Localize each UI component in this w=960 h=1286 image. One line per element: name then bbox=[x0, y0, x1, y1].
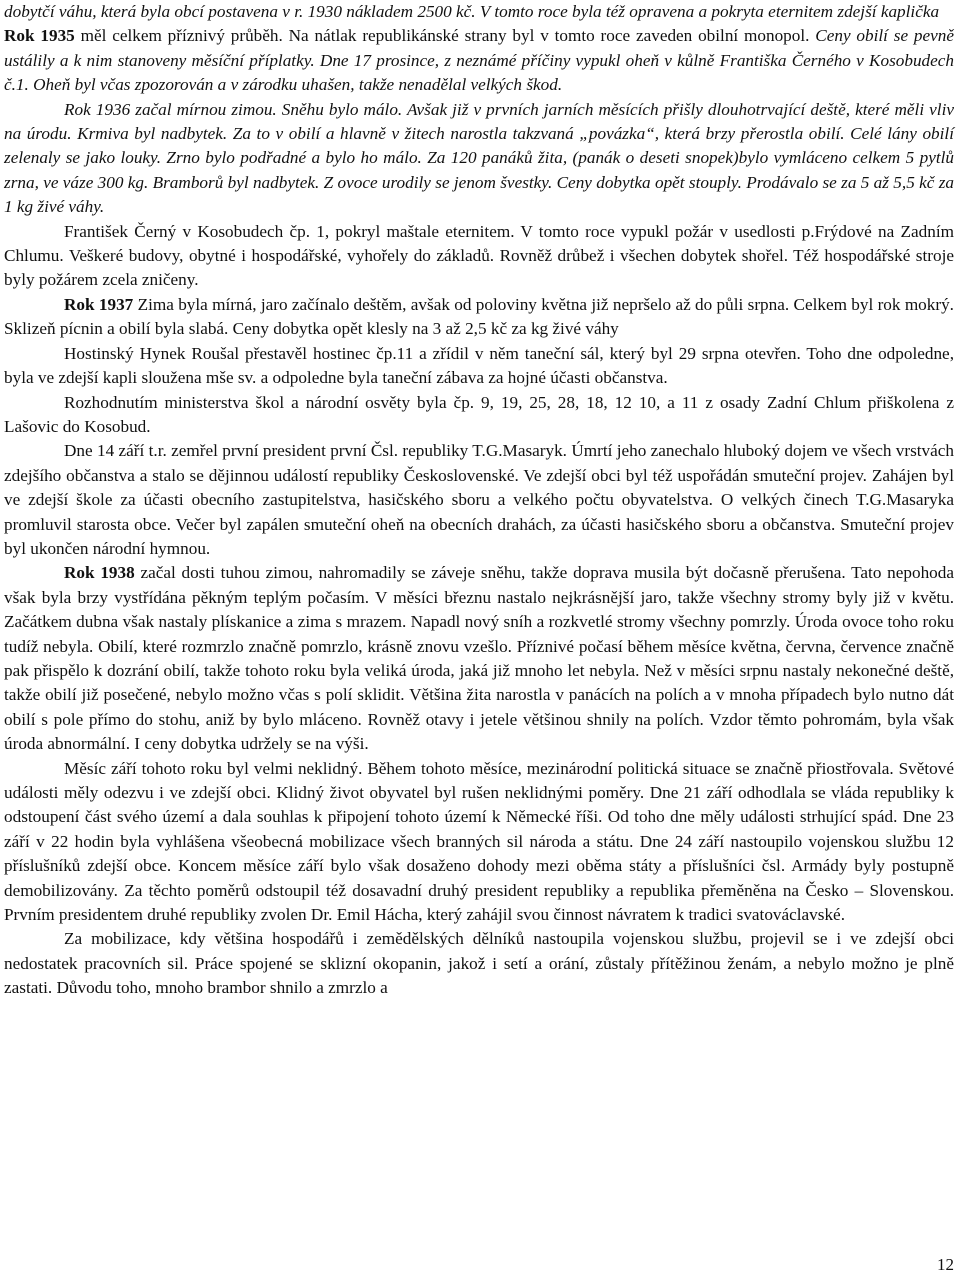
paragraph-9-run-2: začal dosti tuhou zimou, nahromadily se záveje sněhu, takže doprava musila být dočasně přerušena. Tato nepohoda však byla brzy vystřídána pěkným teplým počasím. V měsíci březnu nastalo nejkrásnější jaro, takže všechny stromy byly již v květu. Začátkem dubna však nastaly plískanice a zima s mrazem. Napadl nový sníh a rozkvetlé stromy všechny pomrzly. Úroda ovoce toho roku tudíž nebyla. Obilí, které rozmrzlo značně pomrzlo, krásně znovu vzešlo. Příznivé počasí během měsíce května, června, července značně pak přispělo k dozrání obilí, takže tohoto roku byla veliká úroda, jaká již mnoho let nebyla. Než v měsíci srpnu nastaly nekonečné deště, takže obilí již posečené, nebylo možno včas s polí sklidit. Většina žita narostla v panácích na polích a v mnoha případech bylo nutno dát obilí s pole přímo do stohu, aniž by bylo mláceno. Rovněž otavy i jetele většinou shnily na polích. Vzdor těmto pohromám, byla však úroda abnormální. I ceny dobytka udržely se na výši. bbox=[4, 563, 954, 754]
paragraph-4 bbox=[4, 220, 954, 293]
paragraph-3 bbox=[4, 98, 954, 220]
document-page bbox=[4, 0, 954, 1001]
paragraph-10 bbox=[4, 757, 954, 928]
paragraph-8 bbox=[4, 439, 954, 561]
paragraph-7-run-1: Rozhodnutím ministerstva škol a národní osvěty byla čp. 9, 19, 25, 28, 18, 12 10, a 11 z osady Zadní Chlum přiškolena z Lašovic do Kosobud. bbox=[4, 392, 954, 436]
paragraph-2-run-2: měl celkem příznivý průběh. Na nátlak republikánské strany byl v tomto roce zaveden obilní monopol. bbox=[80, 26, 816, 46]
paragraph-5-run-1: Rok 1937 bbox=[64, 294, 138, 314]
paragraph-8-run-1: Dne 14 září t.r. zemřel první president první Čsl. republiky T.G.Masaryk. Úmrtí jeho zanechalo hluboký dojem ve všech vrstvách zdejšího občanstva a stalo se dějinnou událostí republiky Československé. Ve zdejší obci byl též uspořádán smuteční projev. Zahájen byl ve zdejší škole za účasti obecního zastupitelstva, hasičského sboru a velkého počtu obyvatelstva. O velkých činech T.G.Masaryka promluvil starosta obce. Večer byl zapálen smuteční oheň na obecních drahách, za účasti hasičského sboru a občanstva. Smuteční projev byl ukončen národní hymnou. bbox=[4, 441, 954, 558]
paragraph-3-run-1: Rok 1936 začal mírnou zimou. Sněhu bylo málo. Avšak již v prvních jarních měsících přišly dlouhotrvající deště, které měli vliv na úrodu. Krmiva byl nadbytek. bbox=[4, 99, 954, 144]
paragraph-9-run-1: Rok 1938 bbox=[64, 563, 141, 583]
page-number: 12 bbox=[937, 1255, 954, 1274]
paragraph-7 bbox=[4, 391, 954, 440]
paragraph-3-run-2: Za to v obilí a hlavně v žitech narostla takzvaná „povázka“, která brzy přerostla obilí. Celé lány obilí zelenaly se jako louky. Zrno bylo podřadné a bylo ho málo. Za 120 panáků žita, (panák o deseti snopek)bylo vymláceno celkem 5 pytlů zrna, ve váze 300 kg. Bramborů byl nadbytek. Z ovoce urodily se jenom švestky. Ceny dobytka opět stouply. Prodávalo se za 5 až 5,5 kč za 1 kg živé váhy. bbox=[4, 124, 954, 217]
paragraph-1 bbox=[4, 0, 954, 24]
paragraph-9 bbox=[4, 561, 954, 756]
paragraph-4-run-1: František Černý v Kosobudech čp. 1, pokryl maštale eternitem. V tomto roce vypukl požár v usedlosti p.Frýdové na Zadním Chlumu. Veškeré budovy, obytné i hospodářské, vyhořely do základů. Rovněž drůbež i všechen dobytek shořel. Též hospodářské stroje byly požárem zcela zničeny. bbox=[4, 221, 954, 290]
paragraph-2-run-1: Rok 1935 bbox=[4, 26, 81, 46]
paragraph-6-run-1: Hostinský Hynek Roušal přestavěl hostinec čp.11 a zřídil v něm taneční sál, který byl 29 srpna otevřen. Toho dne odpoledne, byla ve zdejší kapli sloužena mše sv. a odpoledne byla taneční zábava za hojné účasti občanstva. bbox=[4, 343, 954, 388]
paragraph-10-run-1: Měsíc září tohoto roku byl velmi neklidný. Během tohoto měsíce, mezinárodní politická situace se značně přiostřovala. Světové události měly odezvu i ve zdejší obci. Klidný život obyvatel byl rušen neklidnými poměry. Dne 21 září odhodlala se vláda republiky k odstoupení část svého území a dala souhlas k připojení tohoto území k Německé říši. Od toho dne měly události strhující spád. Dne 23 září v 22 hodin byla vyhlášena všeobecná mobilizace všech branných sil národa a státu. Dne 24 září nastoupilo vojenskou službu 12 příslušníků zdejší obce. Koncem měsíce září bylo však dosaženo dohody mezi oběma státy a příslušníci čsl. Armády byly postupně demobilizovány. Za těchto poměrů odstoupil též dosavadní druhý president republiky a republika přeměněna na Česko – Slovenskou. Prvním presidentem druhé republiky zvolen Dr. Emil Hácha, který zahájil svou činnost návratem k tradici svatováclavské. bbox=[4, 758, 954, 925]
paragraph-6 bbox=[4, 342, 954, 391]
paragraph-2-run-3: Ceny obilí se pevně ustálily a k nim stanoveny měsíční příplatky. Dne 17 prosince, z neznámé příčiny vypukl oheň v kůlně Františka Černého v Kosobudech č.1. Oheň byl včas zpozorován a v zárodku uhašen, takže nenadělal velkých škod. bbox=[4, 26, 954, 95]
paragraph-5 bbox=[4, 293, 954, 342]
paragraph-11 bbox=[4, 927, 954, 1000]
paragraph-1-run-1: dobytčí váhu, která byla obcí postavena v r. 1930 nákladem 2500 kč. V tomto roce byla též opravena a pokryta eternitem zdejší kaplička bbox=[4, 2, 940, 21]
paragraph-11-run-1: Za mobilizace, kdy většina hospodářů i zemědělských dělníků nastoupila vojenskou službu, projevil se i ve zdejší obci nedostatek pracovních sil. Práce spojené se sklizní okopanin, jakož i setí a orání, zůstaly přítěžinou ženám, a nebylo možno je plně zastati. Důvodu toho, mnoho brambor shnilo a zmrzlo a bbox=[4, 929, 954, 998]
paragraph-2 bbox=[4, 24, 954, 97]
paragraph-5-run-2: Zima byla mírná, jaro začínalo deštěm, avšak od poloviny května již nepršelo až do půli srpna. Celkem byl rok mokrý. Sklizeň pícnin a obilí byla slabá. Ceny dobytka opět klesly na 3 až 2,5 kč za kg živé váhy bbox=[4, 294, 954, 339]
